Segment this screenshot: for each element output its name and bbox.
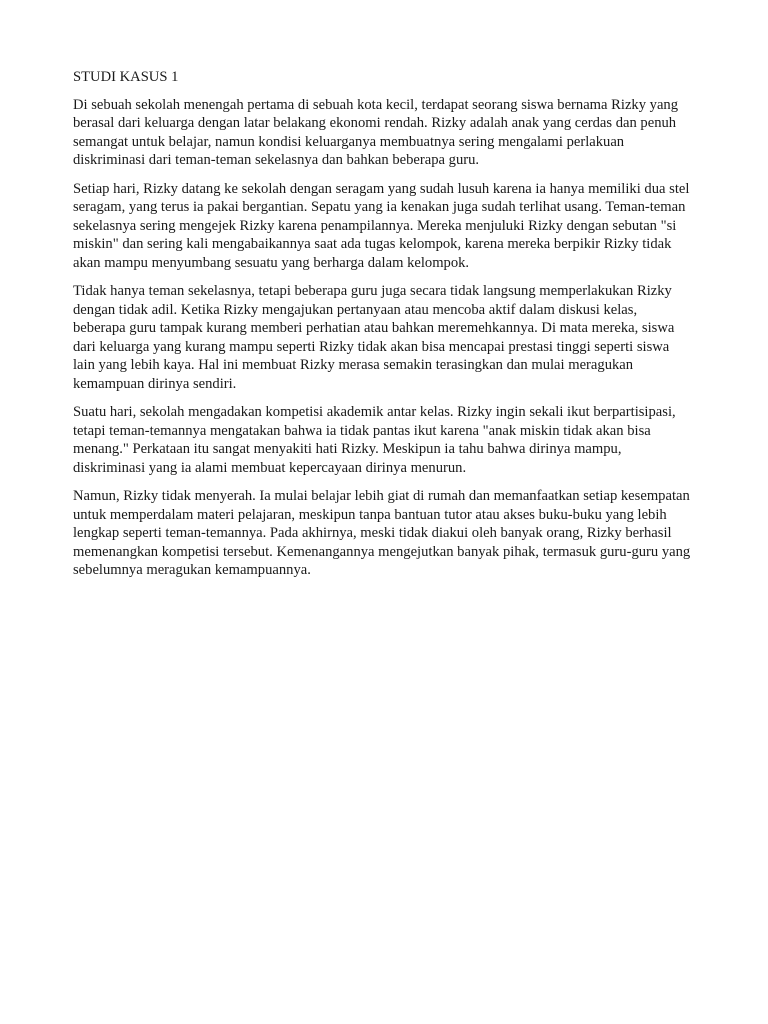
paragraph-2: Setiap hari, Rizky datang ke sekolah dengan seragam yang sudah lusuh karena ia hanya memiliki dua stel seragam, yang terus ia pakai bergantian. Sepatu yang ia kenakan juga sudah terlihat usang. Teman-teman sekelasnya sering mengejek Rizky karena penampilannya. Mereka menjuluki Rizky dengan sebutan "si miskin" dan sering kali mengabaikannya saat ada tugas kelompok, karena mereka berpikir Rizky tidak akan mampu menyumbang sesuatu yang berharga dalam kelompok.	[73, 180, 690, 271]
paragraph-4: Suatu hari, sekolah mengadakan kompetisi akademik antar kelas. Rizky ingin sekali ikut berpartisipasi, tetapi teman-temannya mengatakan bahwa ia tidak pantas ikut karena "anak miskin tidak akan bisa menang." Perkataan itu sangat menyakiti hati Rizky. Meskipun ia tahu bahwa dirinya mampu, diskriminasi yang ia alami membuat kepercayaan dirinya menurun.	[73, 404, 676, 476]
paragraph-3: Tidak hanya teman sekelasnya, tetapi beberapa guru juga secara tidak langsung memperlakukan Rizky dengan tidak adil. Ketika Rizky mengajukan pertanyaan atau mencoba aktif dalam diskusi kelas, beberapa guru tampak kurang memberi perhatian atau bahkan meremehkannya. Di mata mereka, siswa dari keluarga yang kurang mampu seperti Rizky tidak akan bisa mencapai prestasi tinggi seperti siswa lain yang lebih kaya. Hal ini membuat Rizky merasa semakin terasingkan dan mulai meragukan kemampuan dirinya sendiri.	[73, 283, 675, 392]
document-body	[73, 68, 693, 580]
document-title: STUDI KASUS 1	[73, 69, 179, 85]
paragraph-1: Di sebuah sekolah menengah pertama di sebuah kota kecil, terdapat seorang siswa bernama Rizky yang berasal dari keluarga dengan latar belakang ekonomi rendah. Rizky adalah anak yang cerdas dan penuh semangat untuk belajar, namun kondisi keluarganya membuatnya sering mengalami perlakuan diskriminasi dari teman-teman sekelasnya dan bahkan beberapa guru.	[73, 96, 679, 168]
paragraph-5: Namun, Rizky tidak menyerah. Ia mulai belajar lebih giat di rumah dan memanfaatkan setiap kesempatan untuk memperdalam materi pelajaran, meskipun tanpa bantuan tutor atau akses buku-buku yang lebih lengkap seperti teman-temannya. Pada akhirnya, meski tidak diakui oleh banyak orang, Rizky berhasil memenangkan kompetisi tersebut. Kemenangannya mengejutkan banyak pihak, termasuk guru-guru yang sebelumnya meragukan kemampuannya.	[73, 488, 691, 578]
